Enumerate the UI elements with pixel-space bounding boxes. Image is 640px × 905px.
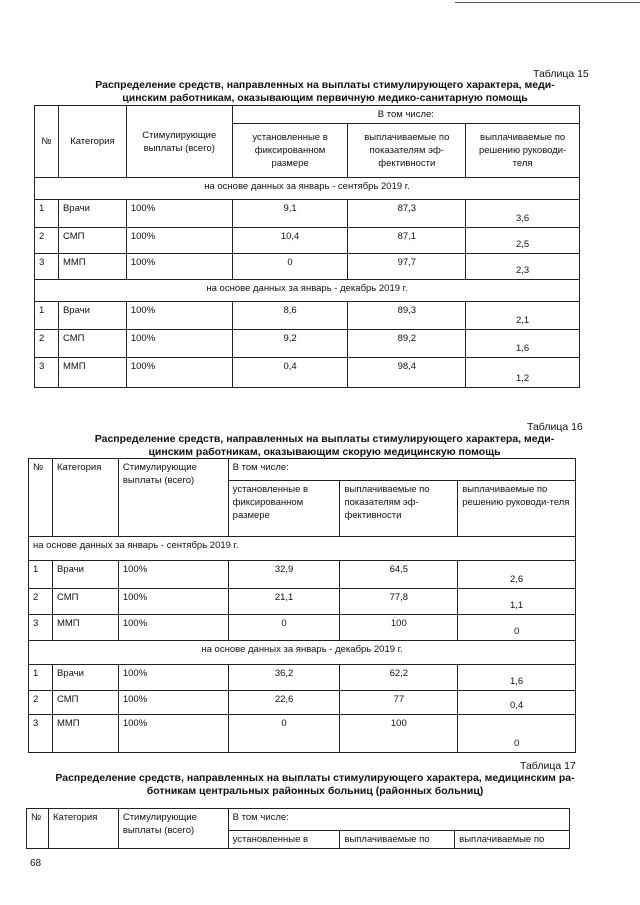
cell-fixed: 21,1 [228,589,340,615]
cell-total: 100% [126,228,232,254]
cell-category: ММП [58,358,126,388]
cell-efficiency: 100 [340,615,458,641]
header-fixed: установленные в фиксированном размере [228,481,340,537]
header-fixed: установленные в [228,831,340,849]
cell-total: 100% [118,561,228,589]
header-manager: выплачиваемые по решению руководи-теля [458,481,576,537]
header-total: Стимулирующие выплаты (всего) [126,106,232,178]
cell-num: 1 [29,561,53,589]
cell-category: СМП [58,330,126,358]
cell-num: 1 [35,302,59,330]
cell-total: 100% [126,302,232,330]
cell-total: 100% [118,615,228,641]
table-17-title-line2: ботникам центральных районных больниц (районных больниц) [146,785,484,797]
cell-fixed: 32,9 [228,561,340,589]
cell-total: 100% [118,691,228,715]
header-efficiency: выплачиваемые по показателям эф-фективности [348,124,466,178]
cell-total: 100% [126,358,232,388]
cell-manager: 3,6 [466,200,580,228]
cell-efficiency: 62,2 [340,665,458,691]
table-row [29,665,576,691]
cell-num: 3 [29,615,53,641]
cell-manager: 1,2 [466,358,580,388]
cell-manager: 0,4 [458,691,576,715]
cell-category: Врачи [58,302,126,330]
cell-category: СМП [52,691,118,715]
header-efficiency: выплачиваемые по показателям эф-фективности [340,481,458,537]
header-category: Категория [58,106,126,178]
header-including: В том числе: [232,106,579,124]
table-16-title-line2: цинским работникам, оказывающим скорую медицинскую помощь [148,446,501,458]
cell-total: 100% [118,715,228,753]
header-including: В том числе: [228,809,569,831]
header-num: № [29,459,53,537]
cell-efficiency: 100 [340,715,458,753]
header-efficiency: выплачиваемые по [340,831,455,849]
cell-num: 2 [29,691,53,715]
header-num: № [27,809,49,849]
cell-num: 3 [29,715,53,753]
table-17-tag: Таблица 17 [520,760,576,772]
cell-manager: 1,6 [466,330,580,358]
cell-manager: 2,3 [466,254,580,280]
cell-efficiency: 87,1 [348,228,466,254]
table-row [35,302,580,330]
table-15 [34,105,580,388]
section-label: на основе данных за январь - декабрь 2019 г. [35,280,580,302]
cell-efficiency: 77 [340,691,458,715]
table-row [29,691,576,715]
cell-num: 3 [35,254,59,280]
table-17-title [20,772,610,798]
cell-fixed: 0 [232,254,348,280]
cell-total: 100% [126,200,232,228]
table-row [29,561,576,589]
cell-manager: 0 [458,715,576,753]
cell-efficiency: 97,7 [348,254,466,280]
cell-category: Врачи [58,200,126,228]
section-label: на основе данных за январь - сентябрь 2019 г. [29,537,576,561]
table-16 [28,458,576,753]
header-num: № [35,106,59,178]
section-label: на основе данных за январь - сентябрь 2019 г. [35,178,580,200]
table-15-title [60,79,590,105]
header-fixed: установленные в фиксированном размере [232,124,348,178]
table-row [29,589,576,615]
cell-num: 2 [35,330,59,358]
header-manager: выплачиваемые по [455,831,570,849]
section-label: на основе данных за январь - декабрь 2019 г. [29,641,576,665]
cell-manager: 2,1 [466,302,580,330]
table-row [35,254,580,280]
table-16-title [62,433,587,459]
scan-edge-line [455,2,640,3]
cell-num: 2 [29,589,53,615]
cell-total: 100% [126,330,232,358]
table-row [29,715,576,753]
cell-efficiency: 89,2 [348,330,466,358]
cell-fixed: 0,4 [232,358,348,388]
cell-total: 100% [118,589,228,615]
cell-manager: 2,6 [458,561,576,589]
table-row [35,330,580,358]
cell-efficiency: 98,4 [348,358,466,388]
table-16-tag: Таблица 16 [527,421,583,433]
header-total: Стимулирующие выплаты (всего) [118,459,228,537]
cell-fixed: 36,2 [228,665,340,691]
table-row [35,358,580,388]
cell-category: Врачи [52,561,118,589]
table-17 [26,808,570,849]
cell-efficiency: 77,8 [340,589,458,615]
page-number: 68 [30,858,42,869]
table-row [35,200,580,228]
cell-num: 1 [29,665,53,691]
cell-num: 2 [35,228,59,254]
table-row [35,228,580,254]
cell-fixed: 10,4 [232,228,348,254]
cell-manager: 1,1 [458,589,576,615]
cell-manager: 1,6 [458,665,576,691]
cell-category: ММП [58,254,126,280]
cell-fixed: 22,6 [228,691,340,715]
cell-fixed: 9,2 [232,330,348,358]
cell-fixed: 0 [228,715,340,753]
table-16-title-line1: Распределение средств, направленных на выплаты стимулирующего характера, меди- [94,433,555,445]
table-15-title-line1: Распределение средств, направленных на выплаты стимулирующего характера, меди- [95,79,555,91]
header-manager: выплачиваемые по решению руководи-теля [466,124,580,178]
cell-fixed: 0 [228,615,340,641]
header-including: В том числе: [228,459,575,481]
cell-num: 3 [35,358,59,388]
cell-fixed: 8,6 [232,302,348,330]
cell-manager: 0 [458,615,576,641]
table-row [29,615,576,641]
cell-category: Врачи [52,665,118,691]
cell-efficiency: 64,5 [340,561,458,589]
table-15-title-line2: цинским работникам, оказывающим первичную медико-санитарную помощь [122,92,528,104]
cell-total: 100% [126,254,232,280]
cell-efficiency: 89,3 [348,302,466,330]
cell-fixed: 9,1 [232,200,348,228]
cell-num: 1 [35,200,59,228]
cell-total: 100% [118,665,228,691]
table-17-title-line1: Распределение средств, направленных на выплаты стимулирующего характера, медицинским ра- [55,772,575,784]
cell-efficiency: 87,3 [348,200,466,228]
header-category: Категория [52,459,118,537]
header-category: Категория [48,809,118,849]
table-15-tag: Таблица 15 [533,68,589,80]
cell-category: ММП [52,615,118,641]
cell-manager: 2,5 [466,228,580,254]
cell-category: СМП [52,589,118,615]
cell-category: ММП [52,715,118,753]
header-total: Стимулирующие выплаты (всего) [118,809,228,849]
cell-category: СМП [58,228,126,254]
